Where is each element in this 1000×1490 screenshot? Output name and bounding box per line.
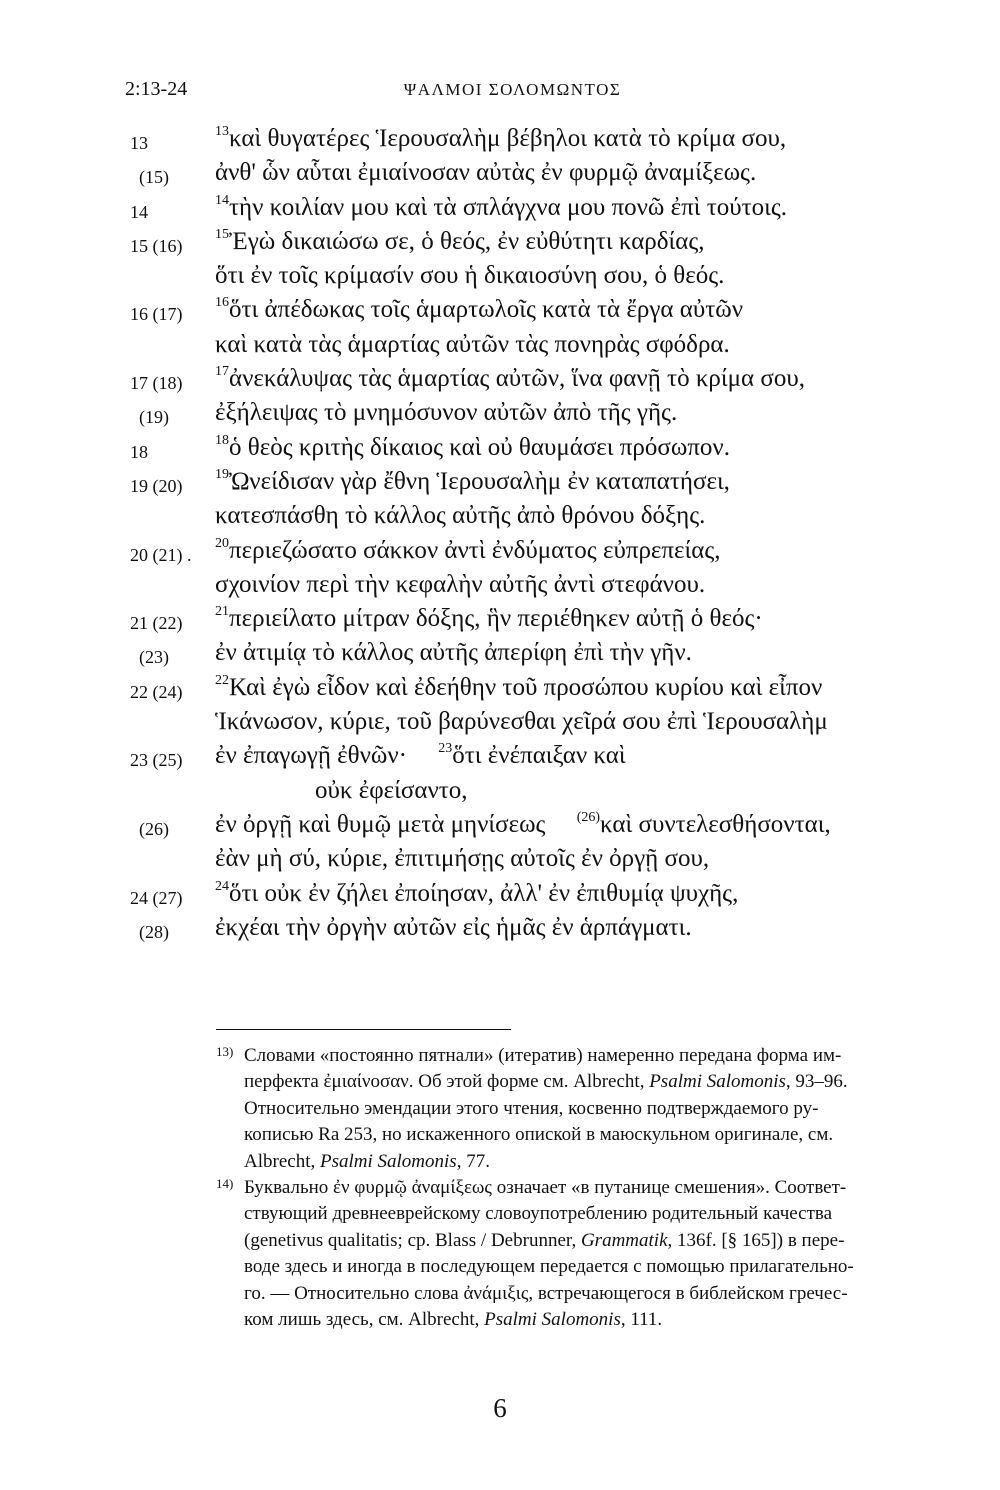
verse-text-line	[215, 639, 692, 667]
verse-number: 19 (20)	[130, 475, 183, 496]
footnote-mark: 13)	[216, 1044, 234, 1059]
verse-body: περιείλατο μίτραν δόξης, ἣν περιέθηκεν αὐτῇ ὁ θεός·	[229, 605, 763, 633]
verse-line	[125, 674, 925, 708]
verse-text-line	[215, 880, 738, 908]
verse-text-line	[215, 571, 705, 599]
verse-superscript: 13	[215, 124, 229, 139]
verse-superscript: 20	[215, 535, 229, 551]
verse-body: ἐν ἐπαγωγῇ ἐθνῶν·	[215, 742, 408, 770]
verse-line	[125, 434, 925, 468]
verse-text-line	[215, 914, 692, 942]
verse-number: 24 (27)	[130, 887, 183, 908]
verse-line	[125, 777, 925, 811]
verse-text-line	[215, 296, 743, 324]
verse-line	[125, 296, 925, 330]
verse-number: (23)	[139, 647, 169, 668]
verse-number: (19)	[139, 407, 169, 428]
verse-line	[125, 125, 925, 159]
verse-superscript: 23	[438, 741, 453, 757]
verse-body: ὅτι ἐν τοῖς κρίμασίν σου ἡ δικαιοσύνη σου, ὁ θεός.	[215, 262, 725, 290]
verse-body: καὶ θυγατέρες Ἱερουσαλὴμ βέβηλοι κατὰ τὸ κρίμα σου,	[229, 125, 787, 152]
verse-line	[125, 399, 925, 433]
verse-superscript: 15	[215, 226, 229, 242]
verse-text-line	[215, 434, 730, 462]
verse-line	[125, 571, 925, 605]
verse-body: Καὶ ἐγὼ εἶδον καὶ ἐδεήθην τοῦ προσώπου κυρίου καὶ εἶπον	[229, 673, 823, 701]
verse-body: οὐκ ἐφείσαντο,	[315, 776, 468, 804]
verse-number: (15)	[139, 167, 169, 188]
verse-body: τὴν κοιλίαν μου καὶ τὰ σπλάγχνα μου πονῶ ἐπὶ τούτοις.	[229, 193, 788, 221]
verse-line	[125, 502, 925, 536]
footnote-mark: 14)	[216, 1176, 234, 1192]
verse-body: κατεσπάσθη τὸ κάλλος αὐτῆς ἀπὸ θρόνου δόξης.	[215, 502, 706, 530]
verse-line	[125, 468, 925, 502]
footnote-line: го. — Относительно слова ἀνάμιξις, встречающегося в библейском гречес-	[244, 1282, 848, 1304]
verse-number: 13	[130, 133, 148, 153]
verse-superscript: 24	[215, 878, 229, 894]
verse-body: Ὠνείδισαν γὰρ ἔθνη Ἱερουσαλὴμ ἐν καταπατήσει,	[229, 467, 730, 495]
footnote-rule	[216, 1029, 511, 1030]
verse-text-line	[215, 502, 705, 530]
verse-superscript: (26)	[576, 809, 601, 825]
verse-text-line	[215, 811, 831, 839]
verse-body: ὅτι ἀπέδωκας τοῖς ἁμαρτωλοῖς κατὰ τὰ ἔργα αὐτῶν	[229, 296, 744, 324]
verse-body: καὶ κατὰ τὰς ἁμαρτίας αὐτῶν τὰς πονηρὰς σφόδρα.	[215, 330, 730, 358]
verse-text-line	[215, 537, 721, 565]
verse-text-line	[215, 331, 730, 359]
verse-number: 18	[130, 441, 148, 462]
verse-line	[125, 365, 925, 399]
verse-body: καὶ συντελεσθήσονται,	[600, 810, 831, 838]
verse-text-line	[215, 708, 828, 736]
verse-body: σχοινίον περὶ τὴν κεφαλὴν αὐτῆς ἀντὶ στεφάνου.	[215, 570, 706, 598]
verse-text-line	[215, 262, 724, 290]
verse-body: Ἐγὼ δικαιώσω σε, ὁ θεός, ἐν εὐθύτητι καρδίας,	[229, 227, 705, 255]
footnote-line: кописью Ra 253, но искаженного опиской в маюскульном оригинале, см.	[244, 1124, 834, 1146]
footnote-line: воде здесь и иногда в последующем передается с помощью прилагательно-	[244, 1256, 854, 1278]
verse-number: 22 (24)	[130, 681, 183, 702]
verse-number: 23 (25)	[130, 750, 183, 771]
verse-body: ἐν ἀτιμίᾳ τὸ κάλλος αὐτῆς ἀπερίφη ἐπὶ τὴν γῆν.	[215, 639, 692, 667]
verse-superscript: 14	[215, 192, 229, 208]
verse-superscript: 19	[215, 466, 229, 482]
verse-body: ἐκχέαι τὴν ὀργὴν αὐτῶν εἰς ἡμᾶς ἐν ἁρπάγματι.	[215, 913, 692, 941]
verse-line	[125, 880, 925, 914]
footnote-line: перфекта ἐμιαίνοσαν. Об этой форме см. Albrecht, Psalmi Salomonis, 93–96.	[244, 1071, 848, 1093]
verse-superscript: 16	[215, 295, 229, 311]
verse-superscript: 22	[215, 672, 229, 688]
verse-text-line	[215, 228, 705, 256]
verse-body: Ἱκάνωσον, κύριε, τοῦ βαρύνεσθαι χεῖρά σου ἐπὶ Ἱερουσαλὴμ	[215, 708, 828, 736]
verse-text-line	[215, 468, 730, 496]
verse-body: ἐὰν μὴ σύ, κύριε, ἐπιτιμήσῃς αὐτοῖς ἐν ὀργῇ σου,	[215, 845, 710, 873]
verse-superscript: 18	[215, 432, 229, 448]
footnote-line: Albrecht, Psalmi Salomonis, 77.	[244, 1150, 490, 1172]
verse-number: 21 (22)	[130, 613, 183, 634]
verse-text-line	[215, 194, 787, 222]
verse-body: ὅτι οὐκ ἐν ζήλει ἐποίησαν, ἀλλ' ἐν ἐπιθυμίᾳ ψυχῆς,	[229, 879, 739, 907]
footnote-line: ком лишь здесь, см. Albrecht, Psalmi Salomonis, 111.	[244, 1309, 663, 1331]
verse-number: 16 (17)	[130, 304, 183, 325]
verse-number: 20 (21) .	[130, 544, 192, 565]
verse-text-line	[215, 365, 805, 393]
verse-number: (26)	[139, 818, 169, 839]
verse-number: 15 (16)	[130, 235, 183, 256]
footnote-line: ствующий древнееврейскому словоупотреблению родительный качества	[244, 1203, 833, 1225]
verse-line	[125, 159, 925, 193]
verse-line	[125, 914, 925, 948]
footnote-14	[216, 1175, 966, 1333]
footnote-13	[216, 1043, 966, 1175]
verse-body: ἐξήλειψας τὸ μνημόσυνον αὐτῶν ἀπὸ τῆς γῆς.	[215, 399, 678, 427]
verse-number: 14	[130, 201, 148, 222]
verse-line	[125, 228, 925, 262]
verse-text-line	[215, 605, 763, 633]
verse-line	[125, 537, 925, 571]
verse-line	[125, 742, 925, 776]
chapter-reference: 2:13-24	[125, 78, 188, 100]
verse-body: ὅτι ἐνέπαιξαν καὶ	[452, 742, 626, 770]
verse-text-line	[215, 399, 677, 427]
verse-text-line	[215, 125, 786, 153]
footnote-line: Относительно эмендации этого чтения, косвенно подтверждаемого ру-	[244, 1097, 819, 1119]
verse-line	[125, 331, 925, 365]
verse-body: ἀνθ' ὧν αὗται ἐμιαίνοσαν αὐτὰς ἐν φυρμῷ ἀναμίξεως.	[215, 159, 757, 187]
page-number: 6	[493, 1393, 507, 1423]
footnote-line: (genetivus qualitatis; ср. Blass / Debrunner, Grammatik, 136f. [§ 165]) в пере-	[244, 1229, 845, 1251]
verse-text-line	[215, 742, 626, 770]
verse-line	[125, 708, 925, 742]
verse-number: 17 (18)	[130, 373, 183, 394]
verse-superscript: 21	[215, 604, 229, 620]
verse-line	[125, 811, 925, 845]
verse-line	[125, 845, 925, 879]
verse-text-line	[315, 777, 468, 805]
verse-superscript: 17	[215, 364, 229, 380]
verse-text-line	[215, 845, 709, 873]
verse-body: ἀνεκάλυψας τὰς ἁμαρτίας αὐτῶν, ἵνα φανῇ τὸ κρίμα σου,	[229, 365, 805, 393]
verse-body: περιεζώσατο σάκκον ἀντὶ ἐνδύματος εὐπρεπείας,	[229, 536, 721, 564]
verse-text-line	[215, 159, 756, 187]
running-header	[125, 78, 900, 108]
verse-number: (28)	[139, 921, 169, 942]
running-title: ΨΑΛΜΟΙ ΣΟΛΟΜΩΝΤΟΣ	[403, 80, 622, 99]
footnote-line: Словами «постоянно пятнали» (итератив) намеренно передана форма им-	[244, 1045, 842, 1066]
verse-line	[125, 194, 925, 228]
verse-text-line	[215, 674, 822, 702]
verse-body: ὁ θεὸς κριτὴς δίκαιος καὶ οὐ θαυμάσει πρόσωπον.	[229, 433, 730, 461]
verse-line	[125, 262, 925, 296]
verse-text	[125, 125, 925, 948]
footnote-line: Буквально ἐν φυρμῷ ἀναμίξεως означает «в путанице смешения». Соответ-	[244, 1177, 847, 1199]
verse-line	[125, 639, 925, 673]
verse-line	[125, 605, 925, 639]
footnotes	[216, 1043, 966, 1333]
verse-body: ἐν ὀργῇ καὶ θυμῷ μετὰ μηνίσεως	[215, 810, 546, 838]
